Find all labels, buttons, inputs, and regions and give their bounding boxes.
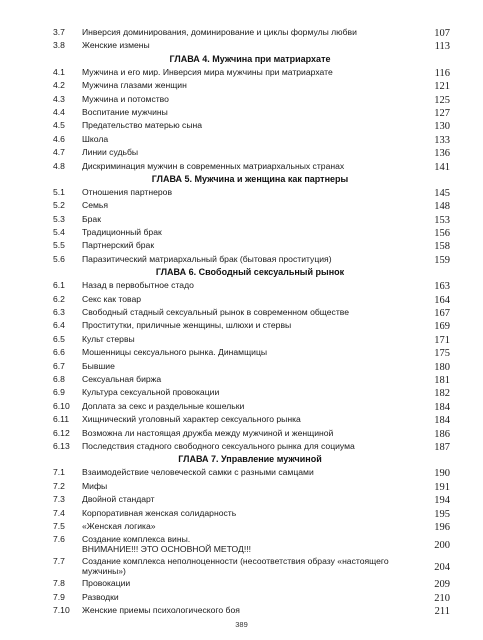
section-title [82, 120, 412, 130]
section-title-line: Корпоративная женская солидарность [82, 507, 237, 518]
section-number: 6.8 [53, 373, 65, 384]
section-number: 7.2 [53, 480, 65, 491]
section-number: 7.4 [53, 507, 65, 518]
page-ref: 141 [434, 161, 450, 173]
page-ref: 191 [434, 481, 450, 493]
section-title [82, 401, 412, 411]
section-number: 4.1 [53, 66, 65, 77]
section-number: 6.10 [53, 400, 70, 411]
page-ref: 182 [434, 388, 450, 400]
section-title-line: Предательство матерью сына [82, 120, 203, 131]
toc-entry [50, 186, 450, 199]
section-number: 4.2 [53, 80, 65, 91]
page-ref: 184 [434, 415, 450, 427]
section-title [82, 361, 412, 371]
page-ref: 136 [434, 148, 450, 160]
section-title-line: Отношения партнеров [82, 186, 173, 197]
toc-entry [50, 386, 450, 399]
page-ref: 127 [434, 107, 450, 119]
section-title-line: Линии судьбы [82, 147, 139, 158]
section-title-line: ВНИМАНИЕ!!! ЭТО ОСНОВНОЙ МЕТОД!!! [82, 544, 251, 555]
section-number: 5.5 [53, 240, 65, 251]
section-title-line: Создание комплекса вины. [82, 534, 191, 545]
section-title-line: Последствия стадного свободного сексуального рынка для социума [82, 440, 355, 451]
toc-entry [50, 480, 450, 493]
page-ref: 186 [434, 428, 450, 440]
page-ref: 204 [434, 562, 450, 574]
section-title [82, 94, 412, 104]
section-number: 4.5 [53, 120, 65, 131]
section-title [82, 214, 412, 224]
section-title [82, 107, 412, 117]
toc-entry [50, 39, 450, 52]
section-title [82, 320, 412, 330]
page-ref: 211 [434, 606, 450, 618]
page-ref: 194 [434, 495, 450, 507]
page-ref: 121 [434, 81, 450, 93]
section-number: 6.12 [53, 427, 70, 438]
section-title [82, 534, 412, 554]
section-title-line: Брак [82, 213, 101, 224]
table-of-contents [50, 26, 450, 617]
section-number: 7.8 [53, 578, 65, 589]
toc-entry [50, 360, 450, 373]
toc-entry [50, 279, 450, 292]
page-ref: 210 [434, 592, 450, 604]
section-title-line: Провокации [82, 578, 131, 589]
toc-entry [50, 106, 450, 119]
page-ref: 159 [434, 254, 450, 266]
chapter-heading: ГЛАВА 5. Мужчина и женщина как партнеры [151, 173, 349, 184]
section-number: 3.8 [53, 40, 65, 51]
toc-entry [50, 239, 450, 252]
page-ref: 209 [434, 579, 450, 591]
toc-entry [50, 66, 450, 79]
section-title-line: Традиционный брак [82, 227, 162, 238]
section-number: 4.7 [53, 147, 65, 158]
section-title [82, 374, 412, 384]
section-title [82, 347, 412, 357]
toc-entry [50, 413, 450, 426]
toc-entry [50, 493, 450, 506]
section-number: 4.8 [53, 160, 65, 171]
section-title [82, 80, 412, 90]
section-title [82, 240, 412, 250]
toc-entry [50, 293, 450, 306]
page-ref: 184 [434, 401, 450, 413]
toc-entry [50, 427, 450, 440]
section-number: 6.3 [53, 307, 65, 318]
section-title [82, 161, 412, 171]
section-title-line: Возможна ли настоящая дружба между мужчиной и женщиной [82, 427, 334, 438]
page-ref: 190 [434, 468, 450, 480]
section-title-line: Мошенницы сексуального рынка. Динамщицы [82, 347, 268, 358]
section-title-line: Паразитический матриархальный брак (бытовая проституция) [82, 253, 332, 264]
toc-entry [50, 226, 450, 239]
section-number: 5.1 [53, 186, 65, 197]
section-title-line: Секс как товар [82, 293, 142, 304]
section-title-line: Школа [82, 133, 109, 144]
section-title-line: Двойной стандарт [82, 494, 155, 505]
toc-entry [50, 306, 450, 319]
page-ref: 145 [434, 187, 450, 199]
page-ref: 107 [434, 28, 450, 39]
toc-entry [50, 400, 450, 413]
toc-entry [50, 604, 450, 617]
section-title-line: Культ стервы [82, 333, 135, 344]
section-title-line: Бывшие [82, 360, 115, 371]
section-title-line: Разводки [82, 591, 119, 602]
section-title-line: Женские приемы психологического боя [82, 605, 240, 616]
section-title-line: Взаимодействие человеческой самки с разными самцами [82, 467, 314, 478]
section-title [82, 578, 412, 588]
section-number: 6.9 [53, 387, 65, 398]
section-title [82, 40, 412, 50]
page-ref: 180 [434, 361, 450, 373]
section-number: 7.10 [53, 605, 70, 616]
section-number: 5.2 [53, 200, 65, 211]
section-title-line: Воспитание мужчины [82, 106, 168, 117]
toc-entry [50, 199, 450, 212]
section-title [82, 414, 412, 424]
toc-entry [50, 373, 450, 386]
section-title [82, 294, 412, 304]
page-ref: 171 [434, 334, 450, 346]
section-title [82, 280, 412, 290]
page-ref: 113 [434, 41, 450, 53]
toc-entry [50, 119, 450, 132]
section-title-line: Мужчина и его мир. Инверсия мира мужчины при матриархате [82, 66, 333, 77]
page-ref: 195 [434, 508, 450, 520]
section-title-line: «Женская логика» [82, 520, 156, 531]
section-title-line: Хищнический уголовный характер сексуального рынка [82, 414, 301, 425]
chapter-heading: ГЛАВА 6. Свободный сексуальный рынок [155, 267, 345, 278]
page-ref: 175 [434, 348, 450, 360]
section-title-line: Свободный стадный сексуальный рынок в современном обществе [82, 307, 350, 318]
section-title-line: Мужчина глазами женщин [82, 80, 187, 91]
toc-entry [50, 26, 450, 39]
section-title-line: Мужчина и потомство [82, 93, 169, 104]
section-title-line: Сексуальная биржа [82, 373, 162, 384]
section-title [82, 254, 412, 264]
section-title [82, 592, 412, 602]
section-title [82, 494, 412, 504]
section-title [82, 334, 412, 344]
section-title-line: Проститутки, приличные женщины, шлюхи и стервы [82, 320, 292, 331]
section-title [82, 27, 412, 37]
toc-entry [50, 333, 450, 346]
toc-entry [50, 440, 450, 453]
page-ref: 167 [434, 308, 450, 320]
section-title-line: Семья [82, 200, 109, 211]
section-number: 4.6 [53, 133, 65, 144]
section-title [82, 387, 412, 397]
section-title-line: Дискриминация мужчин в современных матриархальных странах [82, 160, 345, 171]
section-title-line: Назад в первобытное стадо [82, 280, 194, 291]
section-number: 6.2 [53, 293, 65, 304]
section-title [82, 134, 412, 144]
section-title [82, 508, 412, 518]
toc-entry [50, 213, 450, 226]
chapter-heading: ГЛАВА 7. Управление мужчиной [178, 454, 322, 465]
section-title-line: Создание комплекса неполноценности (несоответствия образу «настоящего [82, 556, 389, 567]
toc-entry [50, 160, 450, 173]
section-title [82, 481, 412, 491]
toc-entry [50, 577, 450, 590]
section-number: 6.6 [53, 347, 65, 358]
page-number: 389 [235, 620, 248, 629]
page-ref: 164 [434, 294, 450, 306]
section-number: 7.5 [53, 520, 65, 531]
page-ref: 158 [434, 241, 450, 253]
section-title-line: Инверсия доминирования, доминирование и циклы формулы любви [82, 27, 357, 37]
page-ref: 187 [434, 441, 450, 453]
toc-entry [50, 146, 450, 159]
section-number: 6.7 [53, 360, 65, 371]
section-number: 7.6 [53, 534, 65, 545]
toc-entry [50, 591, 450, 604]
section-number: 5.3 [53, 213, 65, 224]
toc-entry [50, 253, 450, 266]
page-ref: 153 [434, 214, 450, 226]
section-title [82, 605, 412, 615]
toc-entry [50, 93, 450, 106]
section-number: 6.11 [53, 414, 70, 425]
chapter-heading: ГЛАВА 4. Мужчина при матриархате [169, 53, 331, 64]
section-number: 5.6 [53, 253, 65, 264]
toc-entry [50, 520, 450, 533]
section-number: 7.7 [53, 556, 65, 567]
toc-entry [50, 79, 450, 92]
section-number: 5.4 [53, 227, 65, 238]
toc-entry [50, 319, 450, 332]
toc-entry [50, 466, 450, 479]
section-title [82, 147, 412, 157]
toc-entry [50, 346, 450, 359]
page-ref: 163 [434, 281, 450, 293]
section-number: 4.3 [53, 93, 65, 104]
toc-entry [50, 555, 450, 577]
page-ref: 125 [434, 94, 450, 106]
section-title [82, 200, 412, 210]
section-number: 7.3 [53, 494, 65, 505]
section-title-line: мужчины») [82, 566, 126, 577]
section-title-line: Мифы [82, 480, 108, 491]
section-title [82, 187, 412, 197]
page-ref: 148 [434, 201, 450, 213]
section-title [82, 428, 412, 438]
section-title-line: Культура сексуальной провокации [82, 387, 220, 398]
page-ref: 116 [434, 67, 450, 79]
section-title [82, 521, 412, 531]
section-number: 4.4 [53, 106, 65, 117]
page-ref: 181 [434, 374, 450, 386]
section-number: 6.5 [53, 333, 65, 344]
section-title [82, 441, 412, 451]
page-ref: 133 [434, 134, 450, 146]
section-number: 3.7 [53, 27, 65, 37]
page-ref: 196 [434, 521, 450, 533]
section-number: 7.1 [53, 467, 65, 478]
section-title [82, 307, 412, 317]
section-title [82, 556, 412, 576]
section-title-line: Партнерский брак [82, 240, 155, 251]
section-title [82, 67, 412, 77]
toc-entry [50, 533, 450, 555]
toc-entry [50, 507, 450, 520]
section-title-line: Доплата за секс и раздельные кошельки [82, 400, 245, 411]
page-ref: 200 [434, 540, 450, 552]
section-number: 6.4 [53, 320, 65, 331]
toc-entry [50, 133, 450, 146]
page-ref: 169 [434, 321, 450, 333]
section-number: 6.13 [53, 440, 70, 451]
section-number: 7.9 [53, 591, 65, 602]
section-number: 6.1 [53, 280, 65, 291]
page-ref: 156 [434, 228, 450, 240]
page-ref: 130 [434, 121, 450, 133]
section-title-line: Женские измены [82, 40, 150, 51]
section-title [82, 467, 412, 477]
section-title [82, 227, 412, 237]
